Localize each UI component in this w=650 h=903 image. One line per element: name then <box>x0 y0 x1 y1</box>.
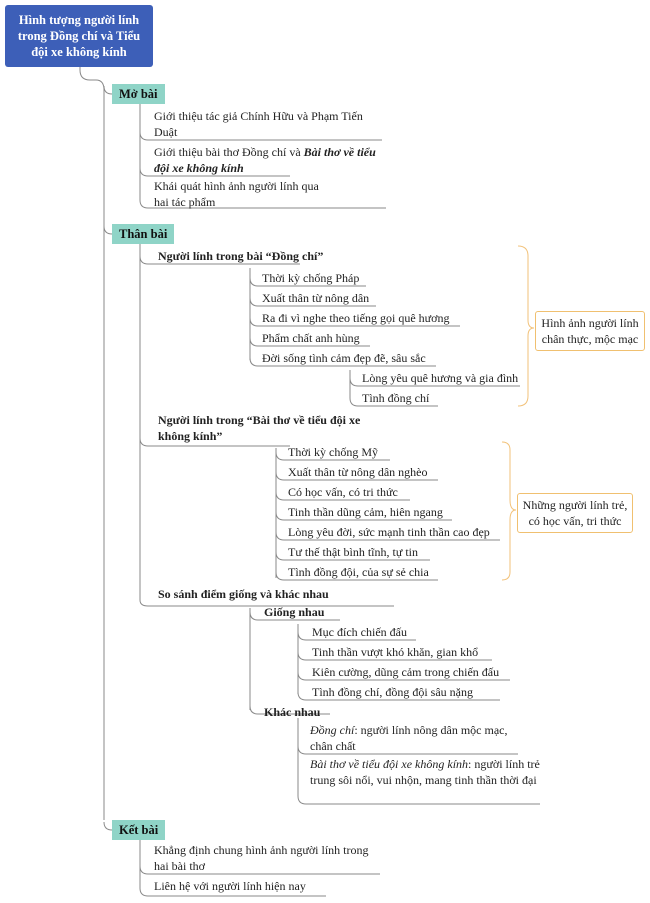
list-item[interactable]: Tinh thần vượt khó khăn, gian khổ <box>312 645 479 659</box>
section-mo-bai[interactable]: Mở bài <box>112 84 165 104</box>
list-item[interactable]: Mục đích chiến đấu <box>312 625 407 639</box>
list-item[interactable] <box>310 722 520 754</box>
list-item[interactable]: Thời kỳ chống Pháp <box>262 271 360 285</box>
list-item[interactable]: Kiên cường, dũng cảm trong chiến đấu <box>312 665 500 679</box>
item-text: : người lính trẻ trung sôi nổi, vui nhộn, mang tinh thần thời đại <box>310 757 540 787</box>
list-item[interactable]: Lòng yêu đời, sức mạnh tinh thần cao đẹp <box>288 525 490 539</box>
list-item[interactable]: Khẳng định chung hình ảnh người lính trong hai bài thơ <box>154 843 369 873</box>
item-text: Giới thiệu bài thơ Đồng chí và <box>154 145 304 159</box>
list-item[interactable]: Tinh thần dũng cảm, hiên ngang <box>288 505 443 519</box>
list-item[interactable]: Khái quát hình ảnh người lính qua hai tác phẩm <box>154 179 319 209</box>
list-item[interactable] <box>310 756 540 788</box>
root-topic[interactable]: Hình tượng người lính trong Đồng chí và Tiểu đội xe không kính <box>5 5 153 67</box>
subtopic-giong-nhau[interactable]: Giống nhau <box>264 605 325 619</box>
list-item[interactable]: Tình đồng đội, của sự sẻ chia <box>288 565 429 579</box>
callout-dong-chi[interactable]: Hình ảnh người lính chân thực, mộc mạc <box>535 311 645 351</box>
list-item[interactable]: Lòng yêu quê hương và gia đình <box>362 371 519 385</box>
topic-so-sanh[interactable]: So sánh điểm giống và khác nhau <box>158 587 329 601</box>
poem-title: Đồng chí <box>310 723 355 737</box>
list-item[interactable]: Xuất thân từ nông dân <box>262 291 370 305</box>
list-item[interactable]: Ra đi vì nghe theo tiếng gọi quê hương <box>262 311 450 325</box>
list-item[interactable]: Thời kỳ chống Mỹ <box>288 445 379 459</box>
list-item[interactable]: Giới thiệu tác giả Chính Hữu và Phạm Tiến Duật <box>154 109 363 139</box>
list-item[interactable]: Xuất thân từ nông dân nghèo <box>288 465 428 479</box>
section-than-bai[interactable]: Thân bài <box>112 224 174 244</box>
subtopic-khac-nhau[interactable]: Khác nhau <box>264 705 321 719</box>
list-item[interactable] <box>154 144 384 176</box>
topic-dong-chi[interactable]: Người lính trong bài “Đồng chí” <box>158 249 324 263</box>
list-item[interactable]: Phẩm chất anh hùng <box>262 331 360 345</box>
poem-title: Bài thơ về tiểu đội xe không kính <box>154 145 376 175</box>
list-item[interactable]: Có học vấn, có tri thức <box>288 485 398 499</box>
list-item[interactable]: Tình đồng chí, đồng đội sâu nặng <box>312 685 473 699</box>
list-item[interactable]: Liên hệ với người lính hiện nay <box>154 879 306 893</box>
topic-xe-khong-kinh[interactable]: Người lính trong “Bài thơ về tiểu đội xe không kính” <box>158 413 361 443</box>
list-item[interactable]: Tư thế thật bình tĩnh, tự tin <box>288 545 418 559</box>
item-text: : người lính nông dân mộc mạc, chân chất <box>310 723 508 753</box>
list-item[interactable]: Đời sống tình cảm đẹp đẽ, sâu sắc <box>262 351 426 365</box>
poem-title: Bài thơ về tiểu đội xe không kính <box>310 757 469 771</box>
list-item[interactable]: Tình đồng chí <box>362 391 430 405</box>
callout-xe-khong-kinh[interactable]: Những người lính trẻ, có học vấn, tri thức <box>517 493 633 533</box>
section-ket-bai[interactable]: Kết bài <box>112 820 165 840</box>
